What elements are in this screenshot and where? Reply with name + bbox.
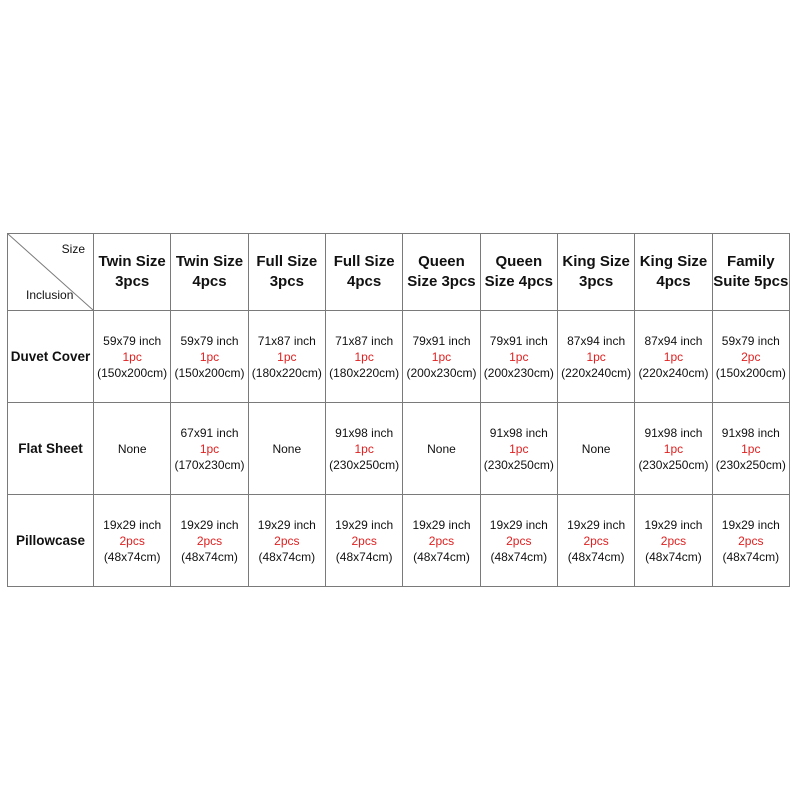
cell-dimension-cm: (48x74cm) <box>258 549 316 564</box>
column-header-line: 4pcs <box>192 273 227 290</box>
table-cell <box>325 495 402 587</box>
size-chart-table <box>7 233 790 587</box>
column-header <box>403 234 480 311</box>
cell-quantity: 2pcs <box>738 533 764 548</box>
cell-quantity: 1pc <box>509 349 529 364</box>
cell-dimension-inch: 19x29 inch <box>644 517 703 532</box>
cell-dimension-inch: 79x91 inch <box>412 333 471 348</box>
cell-dimension-cm: (48x74cm) <box>645 549 702 564</box>
cell-quantity: 2pcs <box>119 533 145 548</box>
cell-dimension-inch: 87x94 inch <box>567 333 626 348</box>
table-cell <box>480 403 557 495</box>
cell-dimension-inch: 71x87 inch <box>335 333 394 348</box>
table-row <box>8 311 790 403</box>
cell-quantity: 2pcs <box>583 533 609 548</box>
table-cell <box>557 495 634 587</box>
table-cell <box>712 495 789 587</box>
row-header: Pillowcase <box>8 495 94 587</box>
cell-dimension-cm: (48x74cm) <box>567 549 625 564</box>
column-header-line: Full Size <box>333 253 395 270</box>
table-cell <box>248 311 325 403</box>
column-header <box>480 234 557 311</box>
table-cell <box>635 495 712 587</box>
table-cell <box>557 311 634 403</box>
column-header-line: 4pcs <box>347 273 382 290</box>
cell-dimension-inch: 19x29 inch <box>489 517 548 532</box>
cell-quantity: 2pcs <box>506 533 532 548</box>
cell-dimension-cm: (48x74cm) <box>335 549 393 564</box>
table-cell <box>712 311 789 403</box>
table-cell <box>94 495 171 587</box>
cell-quantity: 2pcs <box>274 533 300 548</box>
table-cell <box>635 403 712 495</box>
column-header <box>248 234 325 311</box>
table-cell <box>635 311 712 403</box>
cell-dimension-inch: 19x29 inch <box>412 517 471 532</box>
cell-quantity: 2pcs <box>660 533 687 548</box>
cell-dimension-cm: (220x240cm) <box>638 365 709 380</box>
corner-size-label: Size <box>61 242 85 256</box>
cell-dimension-cm: (170x230cm) <box>174 457 245 472</box>
column-header-line: Twin Size <box>175 253 244 270</box>
cell-dimension-cm: (48x74cm) <box>103 549 161 564</box>
cell-dimension-inch: 87x94 inch <box>644 333 703 348</box>
cell-dimension-inch: 91x98 inch <box>644 425 703 440</box>
cell-dimension-cm: (200x230cm) <box>483 365 554 380</box>
column-header-line: Suite 5pcs <box>713 273 789 290</box>
size-chart-body <box>8 234 790 587</box>
row-header: Duvet Cover <box>8 311 94 403</box>
cell-dimension-cm: (230x250cm) <box>483 457 554 472</box>
cell-dimension-inch: 19x29 inch <box>721 517 780 532</box>
cell-quantity: 1pc <box>663 441 684 456</box>
cell-dimension-inch: None <box>427 441 456 456</box>
column-header-line: Twin Size <box>98 253 166 270</box>
table-cell <box>325 311 402 403</box>
cell-dimension-cm: (180x220cm) <box>329 365 400 380</box>
cell-quantity: 1pc <box>741 441 761 456</box>
cell-dimension-inch: 79x91 inch <box>489 333 548 348</box>
cell-dimension-inch: 59x79 inch <box>180 333 239 348</box>
table-cell <box>403 403 480 495</box>
column-header-line: Full Size <box>256 253 318 270</box>
header-row <box>8 234 790 311</box>
cell-dimension-cm: (48x74cm) <box>722 549 780 564</box>
cell-quantity: 2pcs <box>428 533 455 548</box>
cell-dimension-inch: 91x98 inch <box>721 425 780 440</box>
table-cell <box>403 495 480 587</box>
column-header-line: Queen <box>495 253 543 270</box>
cell-dimension-inch: 19x29 inch <box>567 517 626 532</box>
table-cell <box>557 403 634 495</box>
cell-dimension-cm: (200x230cm) <box>406 365 477 380</box>
column-header-line: Size 3pcs <box>407 273 476 290</box>
cell-dimension-inch: 91x98 inch <box>335 425 394 440</box>
cell-quantity: 1pc <box>354 349 374 364</box>
cell-dimension-inch: None <box>272 441 302 456</box>
table-cell <box>325 403 402 495</box>
column-header <box>171 234 248 311</box>
table-cell <box>480 311 557 403</box>
cell-dimension-cm: (150x200cm) <box>174 365 245 380</box>
cell-quantity: 1pc <box>509 441 529 456</box>
table-cell <box>480 495 557 587</box>
column-header-line: Size 4pcs <box>484 273 553 290</box>
cell-dimension-inch: 19x29 inch <box>180 517 239 532</box>
cell-dimension-inch: 91x98 inch <box>489 425 548 440</box>
row-header: Flat Sheet <box>8 403 94 495</box>
column-header <box>557 234 634 311</box>
cell-dimension-cm: (48x74cm) <box>181 549 238 564</box>
column-header <box>325 234 402 311</box>
table-cell <box>248 403 325 495</box>
column-header-line: Family <box>727 253 775 270</box>
corner-inclusion-label: Inclusion <box>26 288 74 302</box>
cell-dimension-cm: (230x250cm) <box>715 457 786 472</box>
cell-dimension-cm: (48x74cm) <box>413 549 470 564</box>
cell-quantity: 1pc <box>354 441 374 456</box>
cell-quantity: 1pc <box>122 349 142 364</box>
cell-dimension-cm: (150x200cm) <box>715 365 786 380</box>
column-header <box>94 234 171 311</box>
table-cell <box>94 311 171 403</box>
table-cell <box>94 403 171 495</box>
cell-dimension-cm: (230x250cm) <box>329 457 400 472</box>
cell-dimension-inch: 19x29 inch <box>335 517 394 532</box>
table-cell <box>171 495 248 587</box>
cell-dimension-inch: None <box>117 441 147 456</box>
column-header-line: Queen <box>418 253 465 270</box>
table-cell <box>171 311 248 403</box>
column-header-line: 3pcs <box>269 273 304 290</box>
cell-quantity: 2pcs <box>351 533 377 548</box>
cell-dimension-cm: (48x74cm) <box>490 549 548 564</box>
cell-quantity: 1pc <box>663 349 684 364</box>
cell-dimension-inch: 19x29 inch <box>103 517 162 532</box>
cell-quantity: 1pc <box>586 349 606 364</box>
cell-dimension-cm: (150x200cm) <box>97 365 168 380</box>
column-header-line: 3pcs <box>115 273 150 290</box>
cell-dimension-cm: (230x250cm) <box>638 457 709 472</box>
table-cell <box>171 403 248 495</box>
cell-dimension-inch: 67x91 inch <box>180 425 239 440</box>
column-header-line: 4pcs <box>656 273 691 290</box>
table-row <box>8 495 790 587</box>
table-cell <box>712 403 789 495</box>
cell-quantity: 1pc <box>199 441 220 456</box>
cell-quantity: 1pc <box>199 349 220 364</box>
cell-dimension-inch: 19x29 inch <box>257 517 316 532</box>
column-header <box>635 234 712 311</box>
cell-dimension-inch: 59x79 inch <box>103 333 162 348</box>
cell-dimension-inch: 59x79 inch <box>721 333 780 348</box>
cell-quantity: 1pc <box>277 349 297 364</box>
cell-dimension-cm: (220x240cm) <box>561 365 632 380</box>
corner-cell <box>8 234 94 311</box>
cell-dimension-inch: 71x87 inch <box>257 333 316 348</box>
cell-quantity: 1pc <box>431 349 452 364</box>
column-header <box>712 234 789 311</box>
column-header-line: King Size <box>562 253 630 270</box>
table-row <box>8 403 790 495</box>
table-cell <box>403 311 480 403</box>
cell-dimension-inch: None <box>581 441 611 456</box>
column-header-line: 3pcs <box>579 273 614 290</box>
cell-quantity: 2pc <box>741 349 761 364</box>
table-cell <box>248 495 325 587</box>
cell-dimension-cm: (180x220cm) <box>251 365 322 380</box>
cell-quantity: 2pcs <box>196 533 223 548</box>
column-header-line: King Size <box>639 253 708 270</box>
